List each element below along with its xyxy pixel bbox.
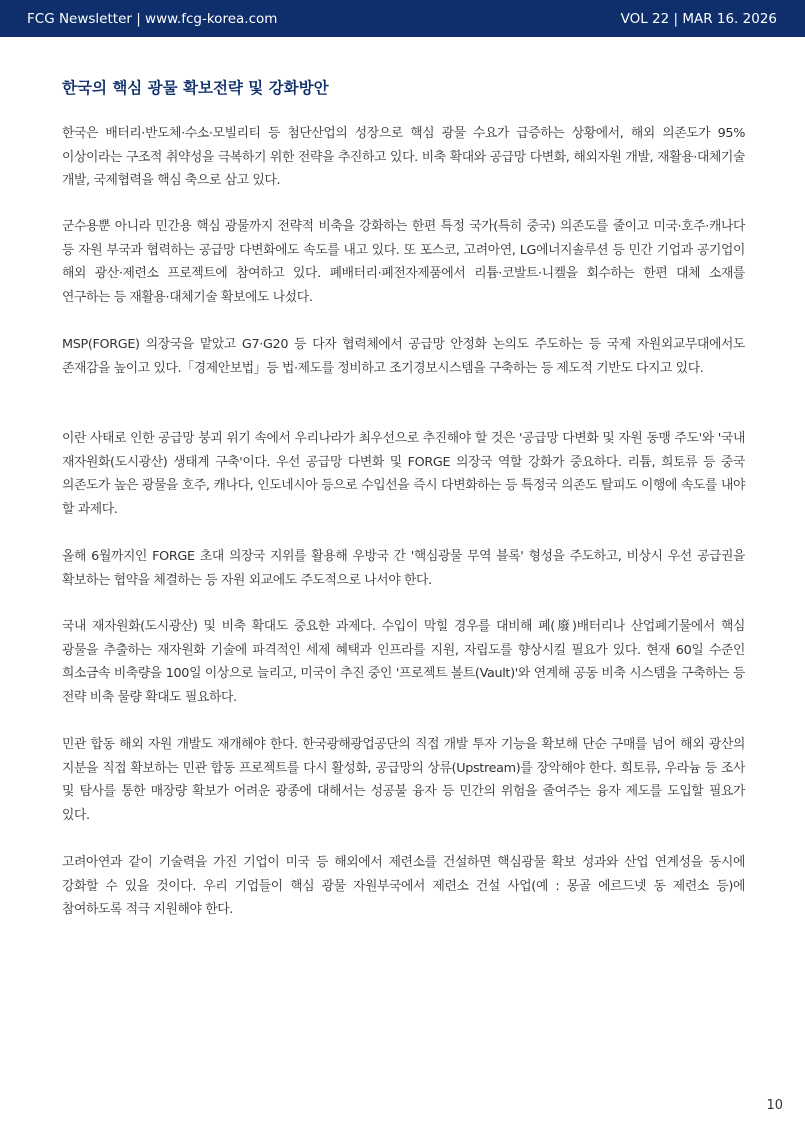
- paragraph-4: 이란 사태로 인한 공급망 붕괴 위기 속에서 우리나라가 최우선으로 추진해야 할 것은 '공급망 다변화 및 자원 동맹 주도'와 '국내 재자원화(도시광산) 생태계 구축'이다. 우선 공급망 다변화 및 FORGE 의장국 역할 강화가 중요하다. 리튬, 희토류 등 중국 의존도가 높은 광물을 호주, 캐나다, 인도네시아 등으로 수입선을 즉시 다변화하는 등 특정국 의존도 탈피도 이행에 속도를 내야 할 과제다.: [62, 431, 745, 517]
- paragraph-2: 군수용뿐 아니라 민간용 핵심 광물까지 전략적 비축을 강화하는 한편 특정 국가(특히 중국) 의존도를 줄이고 미국·호주·캐나다 등 자원 부국과 협력하는 공급망 다변화에도 속도를 내고 있다. 또 포스코, 고려아연, LG에너지솔루션 등 민간 기업과 공기업이 해외 광산·제련소 프로젝트에 참여하고 있다. 폐배터리·폐전자제품에서 리튬·코발트·니켈을 회수하는 한편 대체 소재를 연구하는 등 재활용·대체기술 확보에도 나섰다.: [62, 219, 745, 305]
- paragraph-3: MSP(FORGE) 의장국을 맡았고 G7·G20 등 다자 협력체에서 공급망 안정화 논의도 주도하는 등 국제 자원외교무대에서도 존재감을 높이고 있다.「경제안보법」등 법·제도를 정비하고 조기경보시스템을 구축하는 등 제도적 기반도 다지고 있다.: [62, 337, 745, 376]
- header-issue-info: VOL 22 | MAR 16. 2026: [620, 11, 777, 27]
- paragraph-8: 고려아연과 같이 기술력을 가진 기업이 미국 등 해외에서 제련소를 건설하면 핵심광물 확보 성과와 산업 연계성을 동시에 강화할 수 있을 것이다. 우리 기업들이 핵심 광물 자원부국에서 제련소 건설 사업(예 : 몽골 에르드넷 동 제련소 등)에 참여하도록 적극 지원해야 한다.: [62, 855, 745, 918]
- paragraph-1: 한국은 배터리·반도체·수소·모빌리티 등 첨단산업의 성장으로 핵심 광물 수요가 급증하는 상황에서, 해외 의존도가 95% 이상이라는 구조적 취약성을 극복하기 위한 전략을 추진하고 있다. 비축 확대와 공급망 다변화, 해외자원 개발, 재활용·대체기술 개발, 국제협력을 핵심 축으로 삼고 있다.: [62, 126, 745, 189]
- article-title: 한국의 핵심 광물 확보전략 및 강화방안: [62, 79, 329, 97]
- page-number: 10: [766, 1098, 783, 1113]
- paragraph-5: 올해 6월까지인 FORGE 초대 의장국 지위를 활용해 우방국 간 '핵심광물 무역 블록' 형성을 주도하고, 비상시 우선 공급권을 확보하는 협약을 체결하는 등 자원 외교에도 주도적으로 나서야 한다.: [62, 549, 745, 588]
- newsletter-header-bar: [0, 0, 805, 37]
- header-publication-info: FCG Newsletter | www.fcg-korea.com: [27, 11, 278, 27]
- paragraph-7: 민관 합동 해외 자원 개발도 재개해야 한다. 한국광해광업공단의 직접 개발 투자 기능을 확보해 단순 구매를 넘어 해외 광산의 지분을 직접 확보하는 민관 합동 프로젝트를 다시 활성화, 공급망의 상류(Upstream)를 장악해야 한다. 희토류, 우라늄 등 조사 및 탐사를 통한 매장량 확보가 어려운 광종에 대해서는 성공불 융자 등 민간의 위험을 줄여주는 융자 제도를 도입할 필요가 있다.: [62, 737, 745, 823]
- paragraph-6: 국내 재자원화(도시광산) 및 비축 확대도 중요한 과제다. 수입이 막힐 경우를 대비해 폐(廢)배터리나 산업폐기물에서 핵심 광물을 추출하는 재자원화 기술에 파격적인 세제 혜택과 인프라를 지원, 자립도를 향상시킬 필요가 있다. 현재 60일 수준인 희소금속 비축량을 100일 이상으로 늘리고, 미국이 추진 중인 '프로젝트 볼트(Vault)'와 연계해 공동 비축 시스템을 구축하는 등 전략 비축 물량 확대도 필요하다.: [62, 619, 745, 705]
